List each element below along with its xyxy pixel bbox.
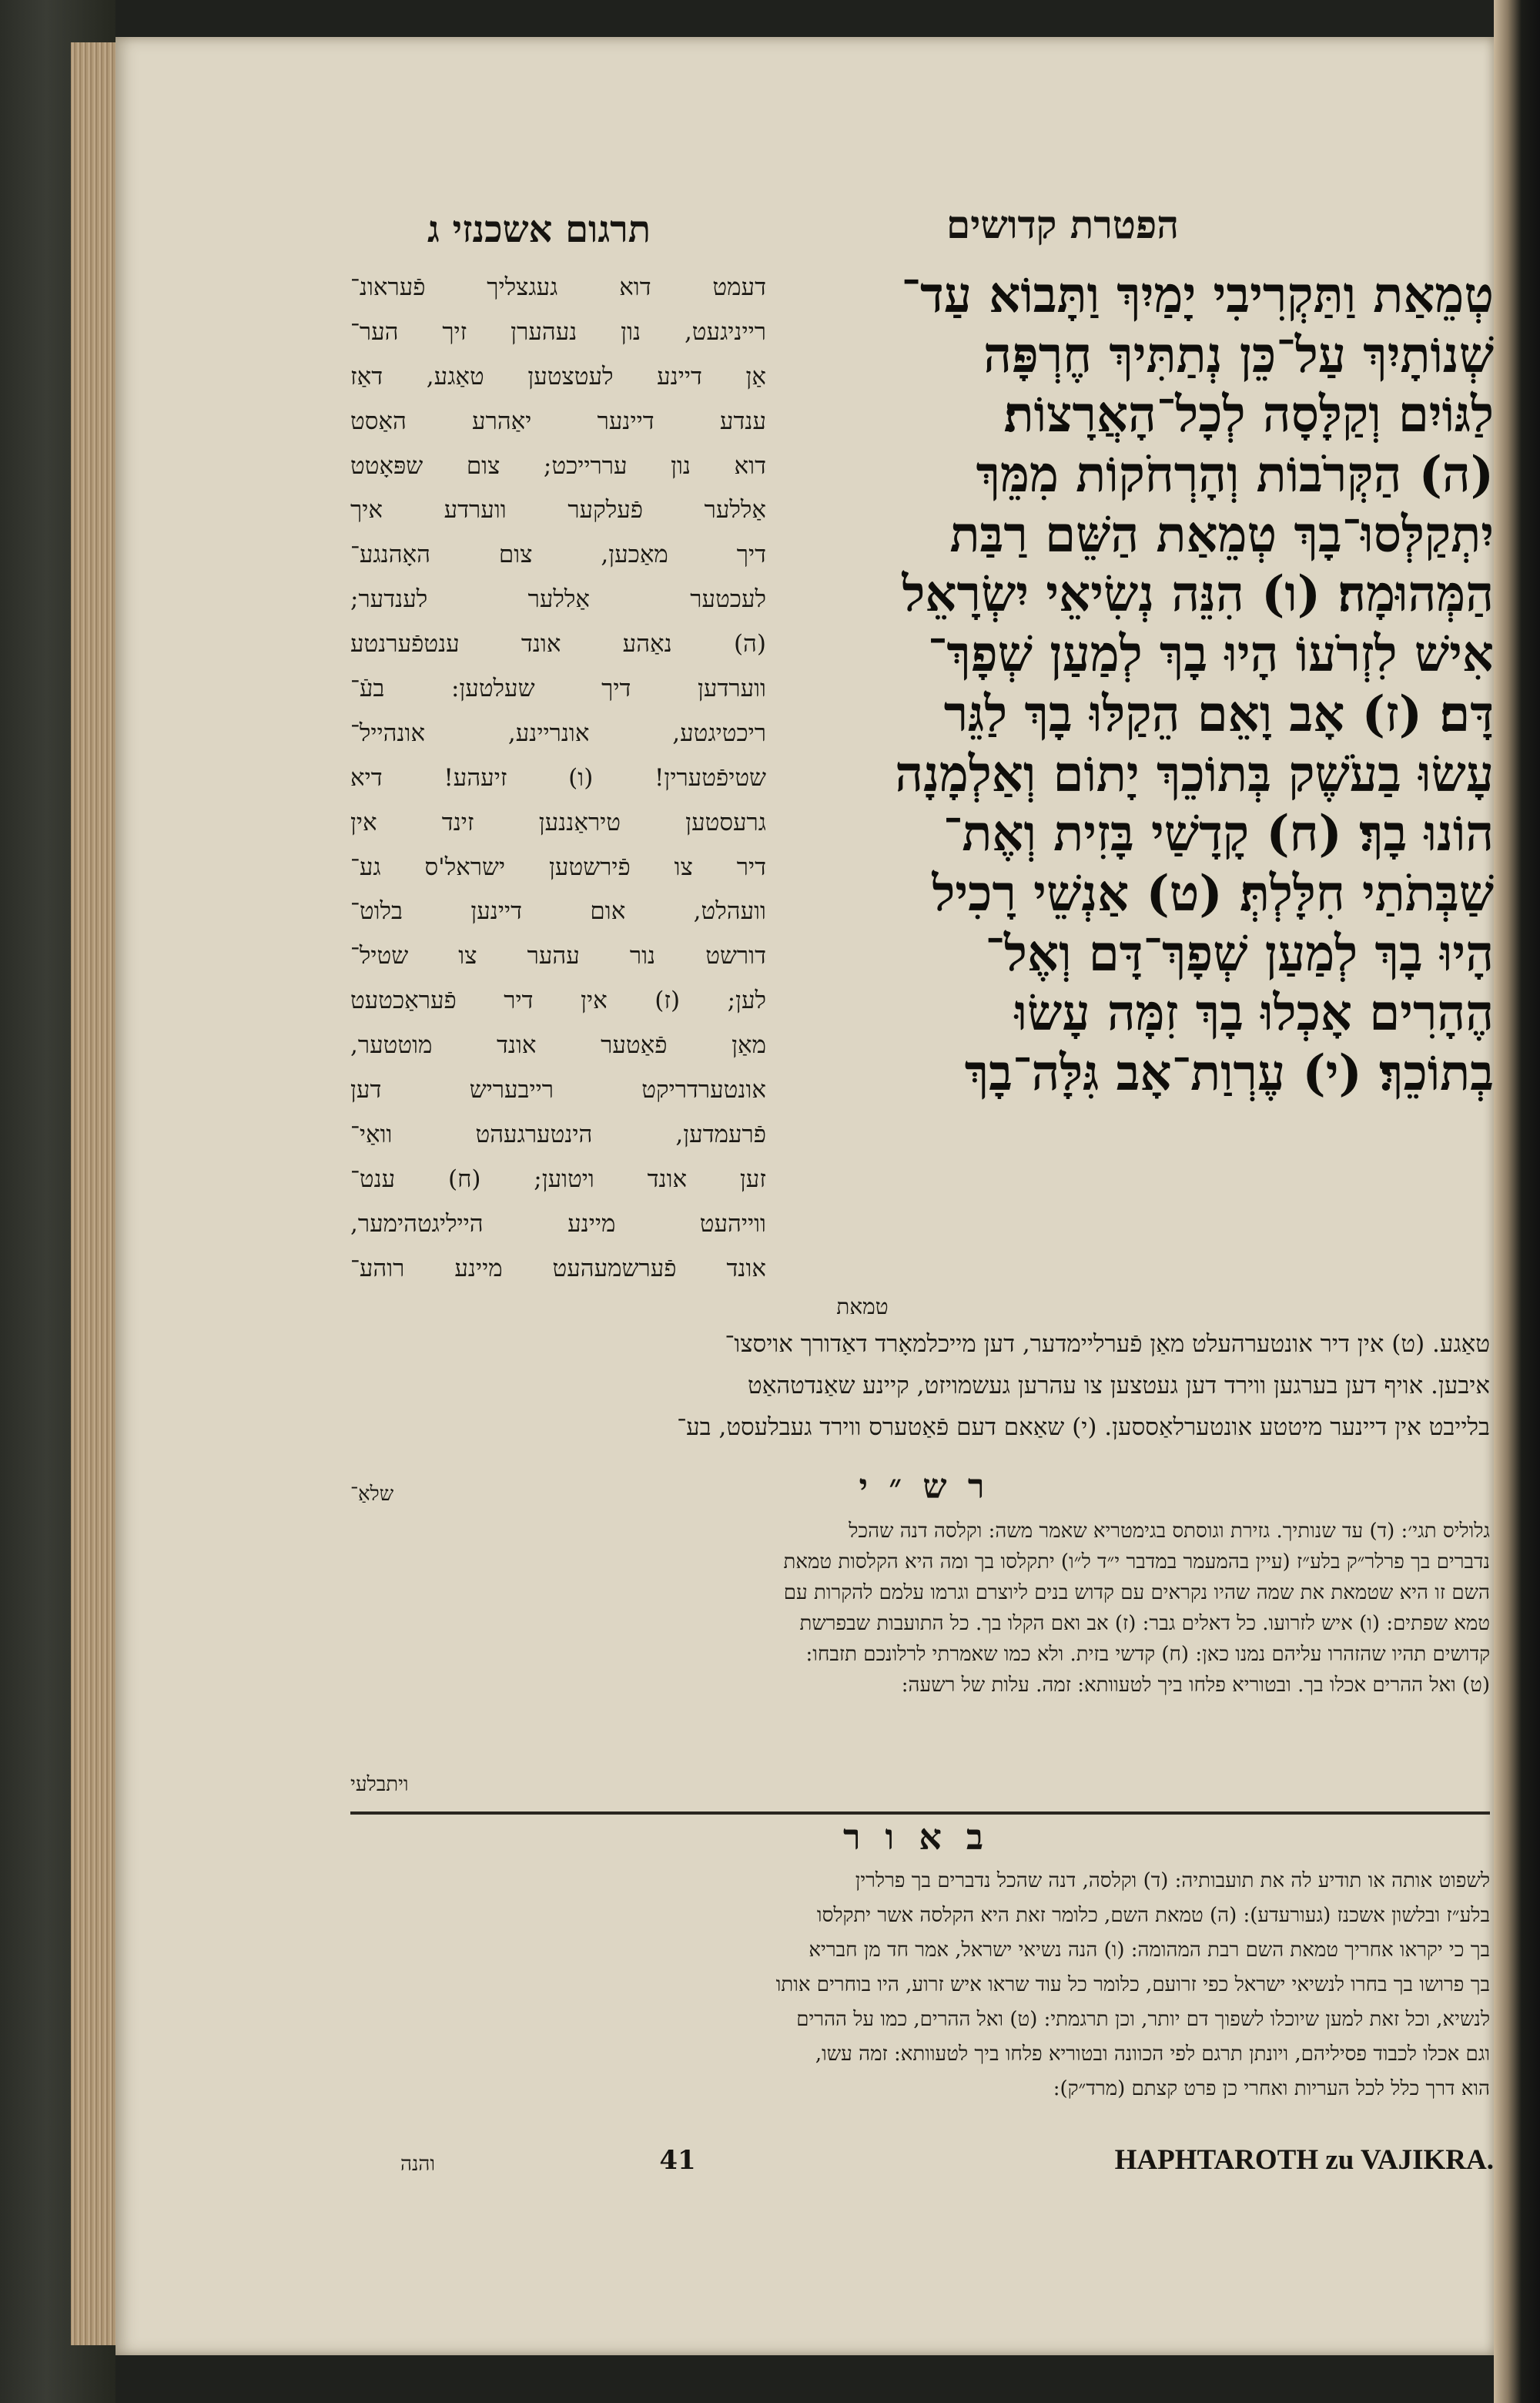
translation-line: זען אונד ויטוען; (ח) ענט־	[350, 1165, 766, 1193]
translation-line: ווערדען דיך שעלטען: בעֿ־	[350, 675, 766, 703]
translation-line: אונד פֿערשמעהעט מיינע רוהע־	[350, 1254, 766, 1282]
hebrew-line: הַמְּהוּמָה׃ (ו) הִנֵּה נְשִׂיאֵי יִשְׂרָאֵל	[902, 565, 1494, 624]
page-number: 41	[659, 2145, 696, 2176]
hebrew-header: הפטרת קדושים	[946, 202, 1179, 247]
rashi-line: נדברים בך פרלר״ק בלע״ז (עיין בהמעמר במדבר י״ד ל״ו) יתקלסו בך ומה היא הקלסות טמאת	[783, 1550, 1490, 1574]
biur-line: לנשיא, וכל זאת למען שיוכלו לשפוך דם יותר, וכן תרגמתי: (ט) ואל ההרים, כמו על ההרים	[796, 2008, 1490, 2031]
running-title: HAPHTAROTH zu VAJIKRA.	[1114, 2144, 1494, 2176]
hebrew-line: בְתוֹכֵךְ׃ (י) עֶרְוַת־אָב גִּלָּה־בָךְ	[964, 1044, 1494, 1102]
rashi-line: (ט) ואל ההרים אכלו בך. ובטוריא פלחו ביך לטעוותא: זמה. עלות של רשעה:	[901, 1674, 1490, 1697]
hebrew-line: יִתְקַלְּסוּ־בָךְ טְמֵאַת הַשֵּׁם רַבַּת	[949, 505, 1494, 564]
translation-continuation	[350, 1323, 1490, 1448]
translation-line: דעמט דוא געגצליך פֿעראונ־	[350, 273, 766, 301]
translation-line: לעכטער אַללער לענדער;	[350, 585, 766, 614]
translation-line: לען; (ז) אין דיר פֿעראַכטעט	[350, 987, 766, 1015]
translation-line: וועהלט, אום דיינען בלוט־	[350, 897, 766, 926]
hebrew-line: טְמֵאַת וַתַּקְרִיבִי יָמַיִךְ וַתָּבוֹא עַד־	[901, 266, 1494, 324]
hebrew-line: אִישׁ לִזְרֹעוֹ הָיוּ בָךְ לְמַעַן שְׁפָךְ־	[927, 625, 1494, 684]
continuation-line: בלייבט אין דיינער מיטטע אונטערלאַססען. (י) שאַאם דעם פֿאַטערס ווירד געבלעסט, בע־	[677, 1413, 1490, 1441]
catchword-footer: והנה	[400, 2153, 436, 2176]
facing-page-edge	[1494, 0, 1540, 2403]
biur-line: וגם אכלו לכבוד פסיליהם, ויונתן תרגם לפי הכוונה ובטוריא פלחו ביך לטעוותא: זמה עשו,	[815, 2043, 1490, 2066]
translation-line: דורשט נור עהער צו שטיל־	[350, 942, 766, 970]
translation-line: אַן דיינע לעטצטען טאַגע, דאַז	[350, 362, 766, 390]
biur-line: בך פרושו בך בחרו לנשיאי ישראל כפי זרועם, כלומר כל עוד שראו איש זרוע, היו בוחרים אותו	[775, 1973, 1490, 1996]
hebrew-line: הָיוּ בָךְ לְמַעַן שְׁפָךְ־דָּם וְאֶל־	[985, 924, 1494, 983]
translation-line: מאַן פֿאַטער אונד מוטטער,	[350, 1031, 766, 1060]
translation-line: דוא נון עררייכט; צום שפּאָטט	[350, 451, 766, 480]
translation-line: (ה) נאַהע אונד ענטפֿערנטע	[350, 630, 766, 659]
translation-line: פֿרעמדען, הינטערגעהט וואַי־	[350, 1120, 766, 1148]
rashi-line: גלוליס תגי׳: (ד) עד שנותיך. גזירת וגוסתס בגימטריא שאמר משה: וקלסה דנה שהכל	[849, 1520, 1490, 1543]
catchword-rashi: ויתבלעי	[350, 1773, 409, 1796]
biur-commentary	[350, 1864, 1490, 2106]
biur-line: לשפוט אותה או תודיע לה את תועבותיה: (ד) וקלסה, דנה שהכל נדברים בך פרלרין	[855, 1869, 1490, 1892]
translation-line: שטיפֿטערין! (ו) זיעהע! דיא	[350, 763, 766, 792]
rashi-line: טמא שפתים: (ו) איש לזרועו. כל דאלים גבר: (ז) אב ואם הקלו בך. כל התועבות שבפרשת	[799, 1612, 1490, 1635]
hebrew-line: דָּם׃ (ז) אָב וָאֵם הֵקַלּוּ בָךְ לַגֵּר	[943, 685, 1494, 743]
rashi-line: השם זו היא שטמאת את שמה שהיו נקראים עם קדוש בנים ליוצרם וגרמו עלמם להקרות עם	[783, 1581, 1490, 1604]
rashi-heading: ר ש ״ י	[859, 1467, 989, 1506]
translation-line: ריכטיגטע, אונריינע, אונהייל־	[350, 719, 766, 747]
hebrew-line: לַגּוֹיִם וְקַלָּסָה לְכָל־הָאֲרָצוֹת׃	[1003, 386, 1494, 444]
translation-header: תרגום אשכנזי ג	[427, 208, 651, 251]
translation-line: אונטערדריקט רייבעריש דען	[350, 1076, 766, 1104]
translation-column	[350, 266, 766, 1291]
section-divider	[350, 1811, 1490, 1815]
translation-line: רייניגעט, נון נעהערן זיך הער־	[350, 317, 766, 346]
biur-line: בלע״ז ובלשון אשכנז (געורעדע): (ה) טמאת השם, כלומר זאת היא הקלסה אשר יתקלסו	[816, 1904, 1490, 1927]
translation-line: דיר צו פֿירשטען ישראל'ס גע־	[350, 853, 766, 881]
biur-line: הוא דרך כלל לכל העריות ואחרי כן פרט קצתם (מרד״ק):	[1053, 2077, 1490, 2100]
hebrew-line: שַׁבְּתֹתַי חִלָּלְתְּ׃ (ט) אַנְשֵׁי רָכִיל	[932, 864, 1494, 923]
catchword-hebrew: טמאת	[836, 1294, 889, 1319]
translation-line: גרעסטען טיראַננען זינד אין	[350, 808, 766, 836]
biur-heading: ב א ו ר	[842, 1816, 990, 1858]
hebrew-line: הוֹנוּ בָךְ׃ (ח) קָדָשַׁי בָּזִית וְאֶת־	[942, 805, 1494, 863]
translation-line: אַללער פֿעלקער ווערדע איך	[350, 496, 766, 525]
translation-line: ווייהעט מיינע הייליגטהימער,	[350, 1209, 766, 1238]
hebrew-line: שְׁנוֹתָיִךְ עַל־כֵּן נְתַתִּיךְ חֶרְפָּה	[983, 326, 1494, 384]
rashi-line: קדושים תהיו שהזהרו עליהם נמנו כאן: (ח) קדשי בזית. ולא כמו שאמרתי לרלונכם תזבחו:	[805, 1643, 1490, 1666]
continuation-line: טאַגע. (ט) אין דיר אונטערהעלט מאַן פֿערליימדער, דען מייכלמאָרד דאַדורך אויסצו־	[725, 1330, 1490, 1358]
translation-line: דיך מאַכען, צום האָהנגע־	[350, 541, 766, 569]
hebrew-line: הֶהָרִים אָכְלוּ בָךְ זִמָּה עָשׂוּ	[1014, 984, 1494, 1043]
hebrew-line: (ה) הַקְּרֹבוֹת וְהָרְחֹקוֹת מִמֵּךְ	[976, 446, 1494, 504]
translation-line: ענדע דיינער יאַהרע האַסט	[350, 407, 766, 435]
catchword-translation: שלאַ־	[350, 1483, 394, 1506]
hebrew-text-column	[778, 266, 1494, 1104]
continuation-line: איבען. אויף דען בערגען ווירד דען געטצען צו עהרען געשמויזט, קיינע שאַנדטהאַט	[748, 1372, 1490, 1399]
biur-line: בך כי יקראו אחריך טמאת השם רבת המהומה: (ו) הנה נשיאי ישראל, אמר חד מן חבריא	[808, 1939, 1490, 1962]
rashi-commentary	[350, 1516, 1490, 1701]
hebrew-line: עָשׂוּ בַעֹשֶׁק בְּתוֹכֵךְ יָתוֹם וְאַלְמָנָה	[895, 745, 1494, 803]
